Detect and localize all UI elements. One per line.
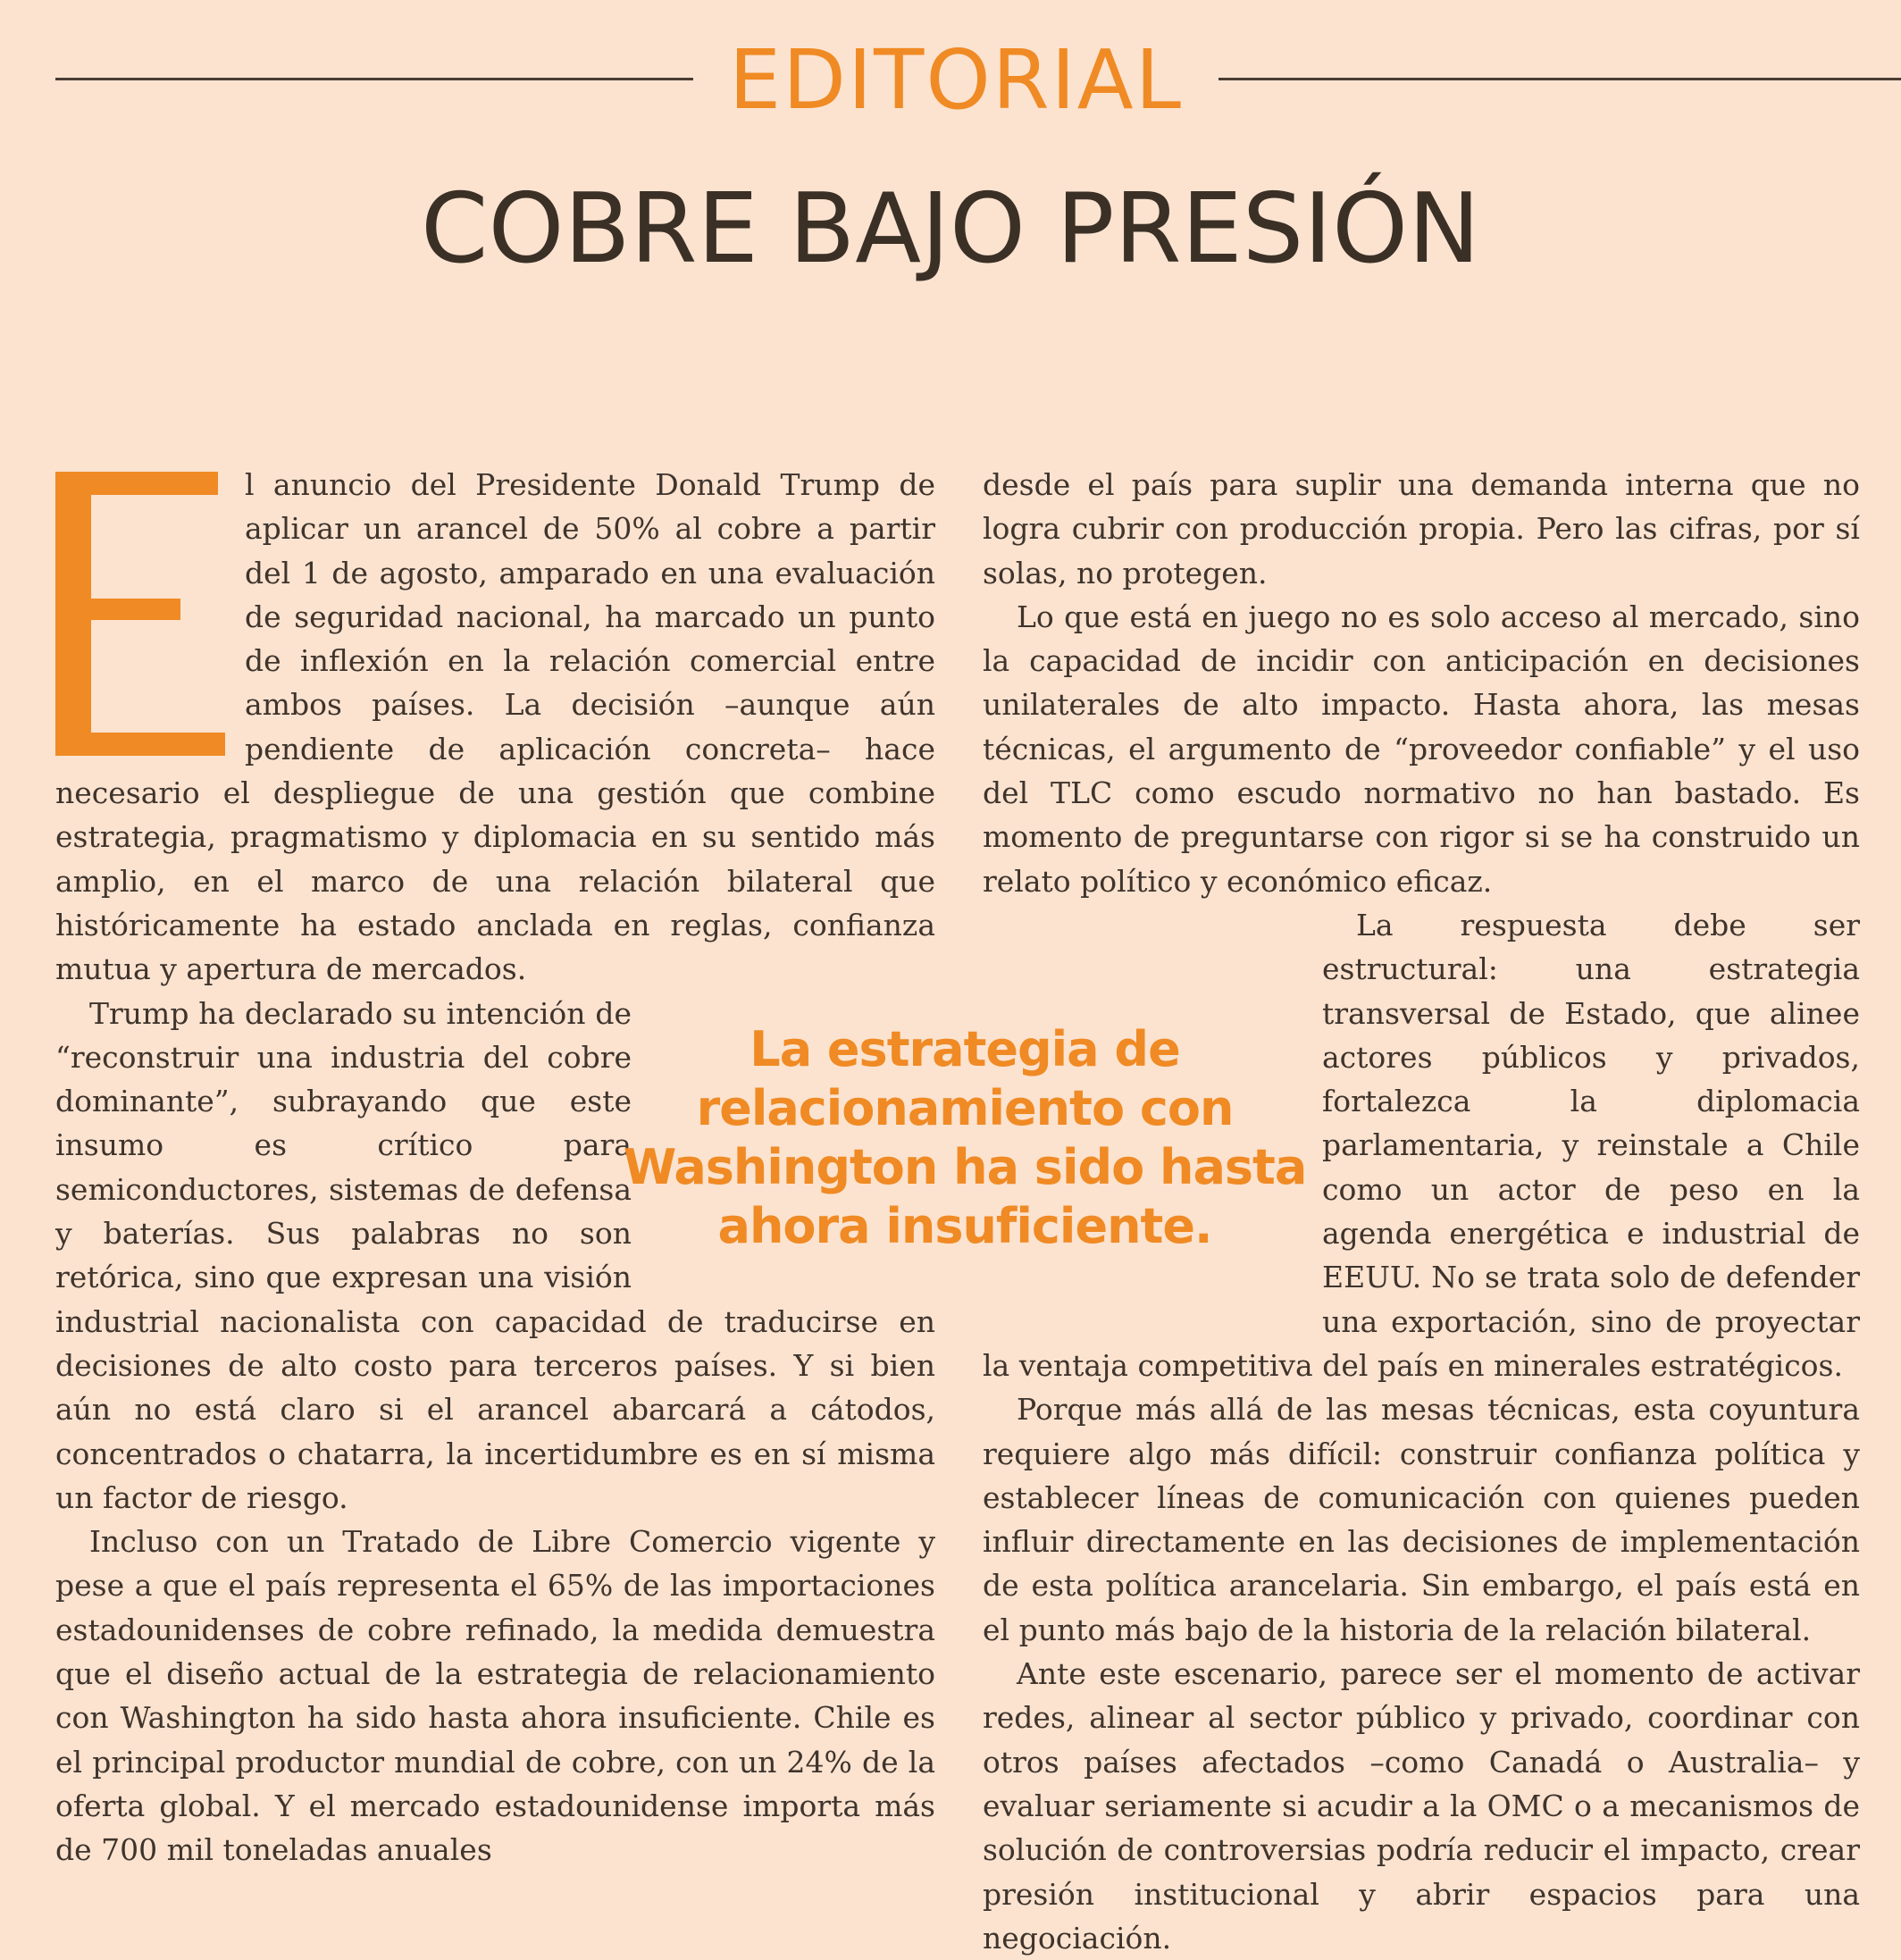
section-header <box>55 32 1901 128</box>
section-rule-right <box>1218 78 1901 80</box>
article-paragraph-3: Incluso con un Tratado de Libre Comercio vigente y pese a que el país representa el 65% de las importaciones estadounidenses de cobre refinado, la medida demuestra que el diseño actual de la estrategia de relacionamiento con Washington ha sido hasta ahora insuficiente. Chile es el principal productor mundial de cobre, con un 24% de la oferta global. Y el mercado estadounidense importa más de 700 mil toneladas anuales <box>55 1524 935 1868</box>
pull-quote: La estrategia de relacionamiento con Washington ha sido hasta ahora insuficiente. <box>623 1021 1307 1254</box>
article-paragraph-7: Porque más allá de las mesas técnicas, esta coyuntura requiere algo más difícil: construir confianza política y establecer líneas de comunicación con quienes pueden influir directamente en las decisiones de implementación de esta política arancelaria. Sin embargo, el país está en el punto más bajo de la historia de la relación bilateral. <box>983 1392 1860 1647</box>
drop-cap-letter-e <box>55 472 225 756</box>
article-paragraph-6: La respuesta debe ser estructural: una estrategia transversal de Estado, que alinee actores públicos y privados, fortalezca la diplomacia parlamentaria, y reinstale a Chile como un actor de peso en la agenda energética e industrial de EEUU. No se trata solo de defender una exportación, sino de proyectar la ventaja competitiva del país en minerales estratégicos. <box>983 907 1860 1383</box>
article-paragraph-5: Lo que está en juego no es solo acceso al mercado, sino la capacidad de incidir con anticipación en decisiones unilaterales de alto impacto. Hasta ahora, las mesas técnicas, el argumento de “proveedor confiable” y el uso del TLC como escudo normativo no han bastado. Es momento de preguntarse con rigor si se ha construido un relato político y económico eficaz. <box>983 599 1860 899</box>
article-paragraph-1: l anuncio del Presidente Donald Trump de aplicar un arancel de 50% al cobre a partir del 1 de agosto, amparado en una evaluación de seguridad nacional, ha marcado un punto de inflexión en la relación comercial entre ambos países. La decisión –aunque aún pendiente de aplicación concreta– hace necesario el despliegue de una gestión que combine estrategia, pragmatismo y diplomacia en su sentido más amplio, en el marco de una relación bilateral que históricamente ha estado anclada en reglas, confianza mutua y apertura de mercados. <box>55 467 935 987</box>
section-rule-left <box>55 78 693 80</box>
section-label: EDITORIAL <box>729 32 1183 128</box>
headline: COBRE BAJO PRESIÓN <box>421 173 1480 285</box>
article-paragraph-4: desde el país para suplir una demanda interna que no logra cubrir con producción propia. Pero las cifras, por sí solas, no protegen. <box>983 467 1860 591</box>
article-paragraph-2: Trump ha declarado su intención de “reconstruir una industria del cobre dominante”, subrayando que este insumo es crítico para semiconductores, sistemas de defensa y baterías. Sus palabras no son retórica, sino que expresan una visión industrial nacionalista con capacidad de traducirse en decisiones de alto costo para terceros países. Y si bien aún no está claro si el arancel abarcará a cátodos, concentrados o chatarra, la incertidumbre es en sí misma un factor de riesgo. <box>55 995 935 1515</box>
article-paragraph-8: Ante este escenario, parece ser el momento de activar redes, alinear al sector público y privado, coordinar con otros países afectados –como Canadá o Australia– y evaluar seriamente si acudir a la OMC o a mecanismos de solución de controversias podría reducir el impacto, crear presión institucional y abrir espacios para una negociación. <box>983 1656 1860 1956</box>
drop-cap <box>55 472 225 756</box>
